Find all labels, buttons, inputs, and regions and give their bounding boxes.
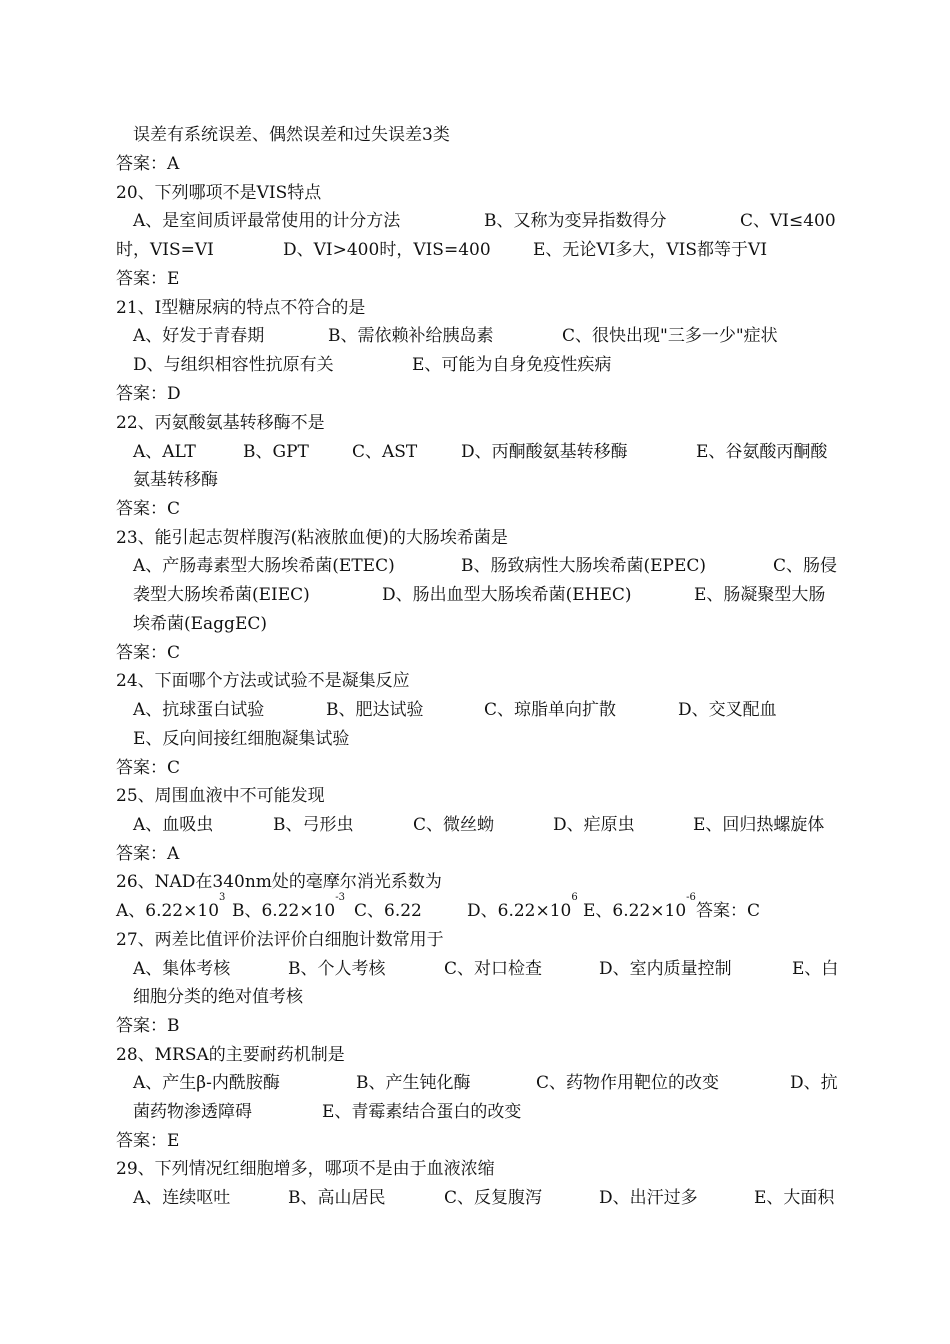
option-e: E、谷氨酸丙酮酸: [696, 442, 828, 462]
option-e-exponent: -6: [686, 892, 696, 903]
option-b-base: B、6.22×10: [232, 901, 336, 921]
option-a: A、产生β-内酰胺酶: [133, 1073, 280, 1093]
option-b-exponent: -3: [335, 892, 345, 903]
option-b: [232, 892, 345, 922]
option-c: C、微丝蚴: [413, 815, 495, 835]
option-a: A、是室间质评最常使用的计分方法: [133, 211, 401, 231]
option-e: E、可能为自身免疫性疾病: [412, 355, 612, 375]
option-d-continued: 菌药物渗透障碍: [133, 1102, 252, 1122]
option-d-base: D、6.22×10: [467, 901, 572, 921]
answer-line: 答案：C: [116, 499, 181, 519]
question-title: 20、下列哪项不是VIS特点: [116, 183, 322, 203]
option-c: C、6.22: [354, 901, 422, 921]
option-d: D、VI>400时，VIS=400: [283, 240, 491, 260]
option-d: D、肠出血型大肠埃希菌(EHEC): [382, 585, 632, 605]
answer-line: 答案：A: [116, 844, 180, 864]
answer-line: 答案：D: [116, 384, 181, 404]
answer-line: 答案：B: [116, 1016, 180, 1036]
option-e: E、大面积: [754, 1188, 835, 1208]
option-d: D、交叉配血: [678, 700, 777, 720]
option-b: B、产生钝化酶: [356, 1073, 471, 1093]
option-c: C、很快出现"三多一少"症状: [562, 326, 778, 346]
answer-line: 答案：C: [116, 643, 181, 663]
question-title: 26、NAD在340nm处的毫摩尔消光系数为: [116, 872, 442, 892]
option-e: E、白: [792, 959, 839, 979]
answer-line: 答案：C: [696, 901, 761, 921]
option-c: C、肠侵: [773, 556, 838, 576]
option-e: E、青霉素结合蛋白的改变: [322, 1102, 522, 1122]
option-a: A、产肠毒素型大肠埃希菌(ETEC): [133, 556, 395, 576]
option-a-exponent: 3: [219, 892, 226, 903]
option-b: B、个人考核: [288, 959, 386, 979]
option-c: C、对口检查: [444, 959, 543, 979]
option-c-continued: 时，VIS=VI: [116, 240, 214, 260]
option-b: B、需依赖补给胰岛素: [328, 326, 494, 346]
answer-line: 答案：C: [116, 758, 181, 778]
question-title: 23、能引起志贺样腹泻(粘液脓血便)的大肠埃希菌是: [116, 528, 508, 548]
option-b: B、肥达试验: [326, 700, 424, 720]
option-e-continued: 细胞分类的绝对值考核: [133, 987, 303, 1007]
question-title: 28、MRSA的主要耐药机制是: [116, 1045, 345, 1065]
question-title: 21、Ⅰ型糖尿病的特点不符合的是: [116, 298, 366, 318]
question-title: 27、两差比值评价法评价白细胞计数常用于: [116, 930, 444, 950]
option-d-exponent: 6: [571, 892, 578, 903]
option-d: D、出汗过多: [599, 1188, 698, 1208]
option-a: A、ALT: [133, 442, 196, 462]
option-e-continued: 埃希菌(EaggEC): [133, 614, 267, 634]
option-c: C、药物作用靶位的改变: [536, 1073, 720, 1093]
option-c: C、AST: [352, 442, 418, 462]
answer-line: 答案：E: [116, 1131, 180, 1151]
option-a: A、连续呕吐: [133, 1188, 231, 1208]
option-d: [467, 892, 578, 922]
option-a: A、抗球蛋白试验: [133, 700, 265, 720]
option-e: [583, 892, 696, 922]
option-d: D、抗: [790, 1073, 838, 1093]
option-d: D、疟原虫: [553, 815, 635, 835]
option-a: [116, 892, 226, 922]
option-a: A、好发于青春期: [133, 326, 265, 346]
option-d: D、与组织相容性抗原有关: [133, 355, 334, 375]
option-e: E、肠凝聚型大肠: [694, 585, 826, 605]
answer-line: 答案：A: [116, 154, 180, 174]
option-c: C、反复腹泻: [444, 1188, 543, 1208]
option-b: B、肠致病性大肠埃希菌(EPEC): [461, 556, 707, 576]
option-e: E、反向间接红细胞凝集试验: [133, 729, 350, 749]
question-title: 24、下面哪个方法或试验不是凝集反应: [116, 671, 410, 691]
question-continuation: 误差有系统误差、偶然误差和过失误差3类: [133, 125, 450, 145]
answer-line: 答案：E: [116, 269, 180, 289]
option-d: D、室内质量控制: [599, 959, 732, 979]
option-e-base: E、6.22×10: [583, 901, 687, 921]
option-b: B、弓形虫: [273, 815, 354, 835]
question-title: 25、周围血液中不可能发现: [116, 786, 325, 806]
option-e: E、回归热螺旋体: [693, 815, 825, 835]
option-a: A、血吸虫: [133, 815, 214, 835]
option-c: C、琼脂单向扩散: [484, 700, 617, 720]
question-title: 22、丙氨酸氨基转移酶不是: [116, 413, 325, 433]
option-b: B、高山居民: [288, 1188, 386, 1208]
option-c: C、VI≤400: [740, 211, 836, 231]
option-b: B、又称为变异指数得分: [484, 211, 667, 231]
question-title: 29、下列情况红细胞增多，哪项不是由于血液浓缩: [116, 1159, 495, 1179]
option-e-continued: 氨基转移酶: [133, 470, 218, 490]
option-c-continued: 袭型大肠埃希菌(EIEC): [133, 585, 310, 605]
option-a-base: A、6.22×10: [116, 901, 220, 921]
option-e: E、无论VI多大，VIS都等于VI: [533, 240, 768, 260]
option-a: A、集体考核: [133, 959, 231, 979]
option-b: B、GPT: [243, 442, 309, 462]
option-d: D、丙酮酸氨基转移酶: [461, 442, 628, 462]
